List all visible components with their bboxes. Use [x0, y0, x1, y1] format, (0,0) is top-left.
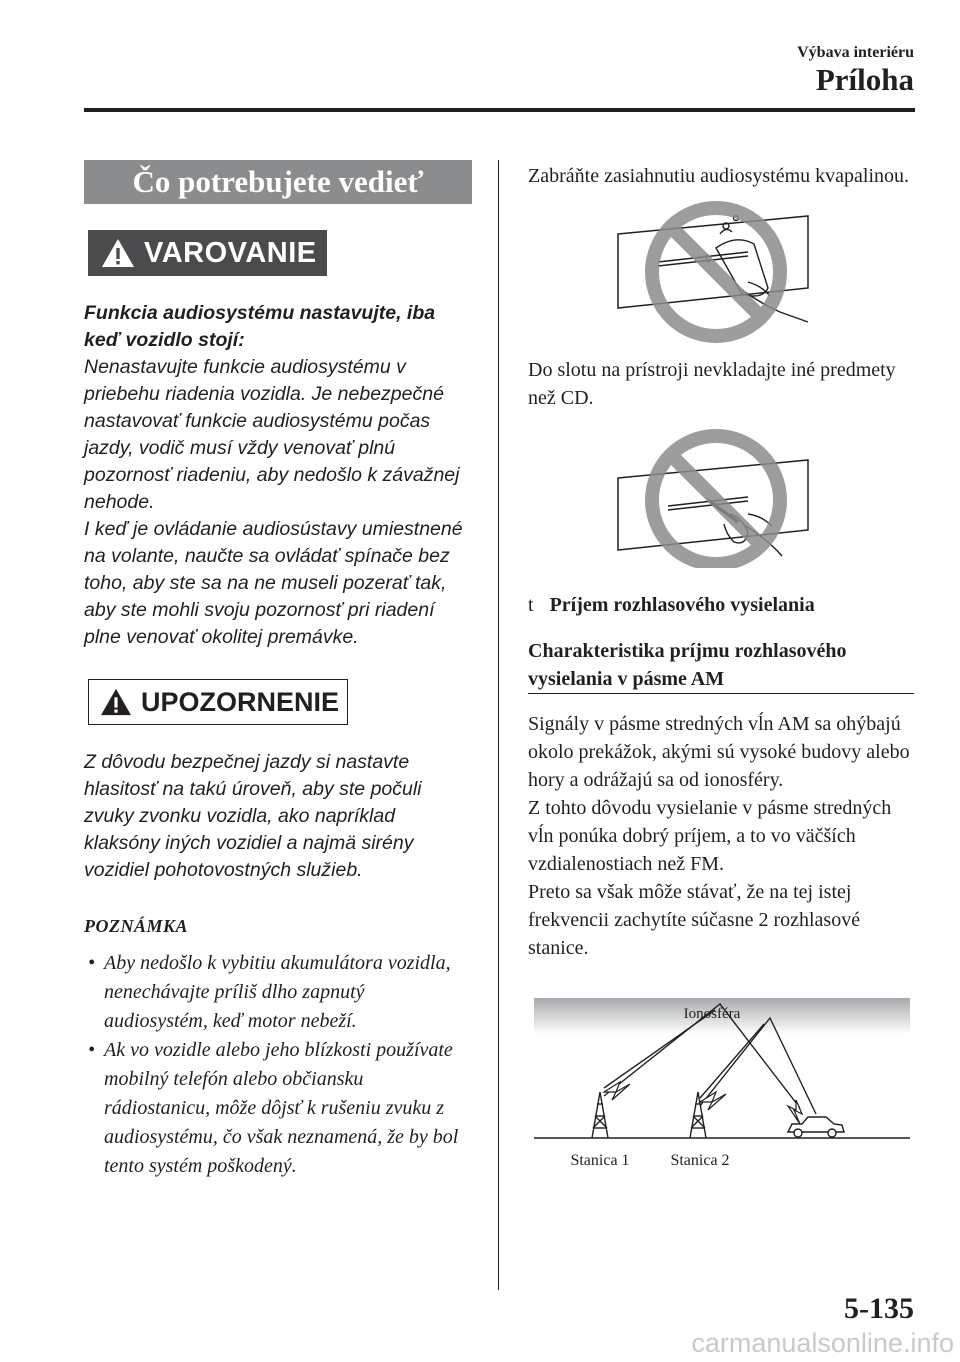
warning-paragraph-2: I keď je ovládanie audiosústavy umiestnené na volante, naučte sa ovládať spínače bez toho, aby ste sa na ne museli pozerať tak, aby ste mohli svoju pozornosť pri riadení plne venovať okolitej premávke.	[84, 518, 463, 648]
caution-text: Z dôvodu bezpečnej jazdy si nastavte hlasitosť na takú úroveň, aby ste počuli zvuky zvonku vozidla, ako napríklad klaksóny iných vozidiel a najmä sirény vozidiel pohotovostných služieb.	[84, 751, 422, 881]
am-paragraph-3: Preto sa však môže stávať, že na tej istej frekvencii zachytíte súčasne 2 rozhlasové stanice.	[528, 881, 861, 959]
subsection-heading	[528, 594, 914, 617]
warning-label: VAROVANIE	[144, 236, 317, 269]
section-title: Čo potrebujete vedieť	[84, 160, 472, 204]
list-item: • Aby nedošlo k vybitiu akumulátora vozidla, nenechávajte príliš dlho zapnutý audiosystém, keď motor nebeží.	[88, 952, 451, 1032]
column-divider	[498, 160, 499, 1290]
page-number: 5-135	[844, 1292, 914, 1325]
station-2-label: Stanica 2	[670, 1152, 730, 1169]
am-paragraph-1: Signály v pásme stredných vĺn AM sa ohýbajú okolo prekážok, akými sú vysoké budovy alebo hory a odrážajú sa od ionosféry.	[528, 713, 910, 791]
radio-tower-icon	[592, 1092, 608, 1138]
warning-triangle-icon	[100, 237, 136, 269]
prohibition-icon	[652, 436, 780, 564]
right-column	[528, 162, 914, 1173]
warning-triangle-icon	[99, 687, 133, 717]
am-reception-diagram	[530, 988, 912, 1173]
caution-label: UPOZORNENIE	[141, 686, 340, 717]
am-paragraph-2: Z tohto dôvodu vysielanie v pásme stredných vĺn ponúka dobrý príjem, a to vo väčších vzdialenostiach než FM.	[528, 797, 892, 875]
prohibition-icon	[652, 208, 780, 336]
station-1-label: Stanica 1	[570, 1152, 630, 1169]
slot-warning-text: Do slotu na prístroji nevkladajte iné predmety než CD.	[528, 359, 896, 409]
note-title: POZNÁMKA	[84, 916, 189, 936]
am-body	[528, 710, 914, 962]
warning-label-box	[88, 230, 327, 276]
car-icon	[788, 1117, 844, 1137]
subsection-marker: t	[528, 594, 534, 616]
ionosphere-label: Ionosféra	[683, 1006, 741, 1022]
no-liquid-illustration	[598, 196, 818, 346]
note-list	[84, 949, 472, 1181]
watermark: carmanualsonline.info	[691, 1328, 954, 1358]
header-rule	[84, 108, 915, 112]
caution-label-box	[88, 679, 348, 725]
subsection-title: Príjem rozhlasového vysielania	[549, 594, 815, 616]
running-header-title: Príloha	[815, 62, 914, 97]
liquid-warning-text: Zabráňte zasiahnutiu audiosystému kvapalinou.	[528, 165, 910, 187]
left-column	[84, 160, 472, 1181]
no-object-slot-illustration	[598, 418, 818, 568]
warning-paragraph-1: Nenastavujte funkcie audiosystému v priebehu riadenia vozidla. Je nebezpečné nastavovať funkcie audiosystému počas jazdy, vodič musí vždy venovať plnú pozornosť riadeniu, aby nedošlo k závažnej nehode.	[84, 356, 460, 513]
running-header-subtitle: Výbava interiéru	[797, 44, 914, 61]
am-heading: Charakteristika príjmu rozhlasového vysielania v pásme AM	[528, 637, 914, 694]
list-item: • Ak vo vozidle alebo jeho blízkosti používate mobilný telefón alebo občiansku rádiostanicu, môže dôjsť k rušeniu zvuku z audiosystému, čo však neznamená, že by bol tento systém poškodený.	[88, 1039, 459, 1177]
radio-tower-icon	[690, 1092, 706, 1138]
warning-heading: Funkcia audiosystému nastavujte, iba keď vozidlo stojí:	[84, 302, 436, 351]
warning-text	[84, 300, 472, 651]
